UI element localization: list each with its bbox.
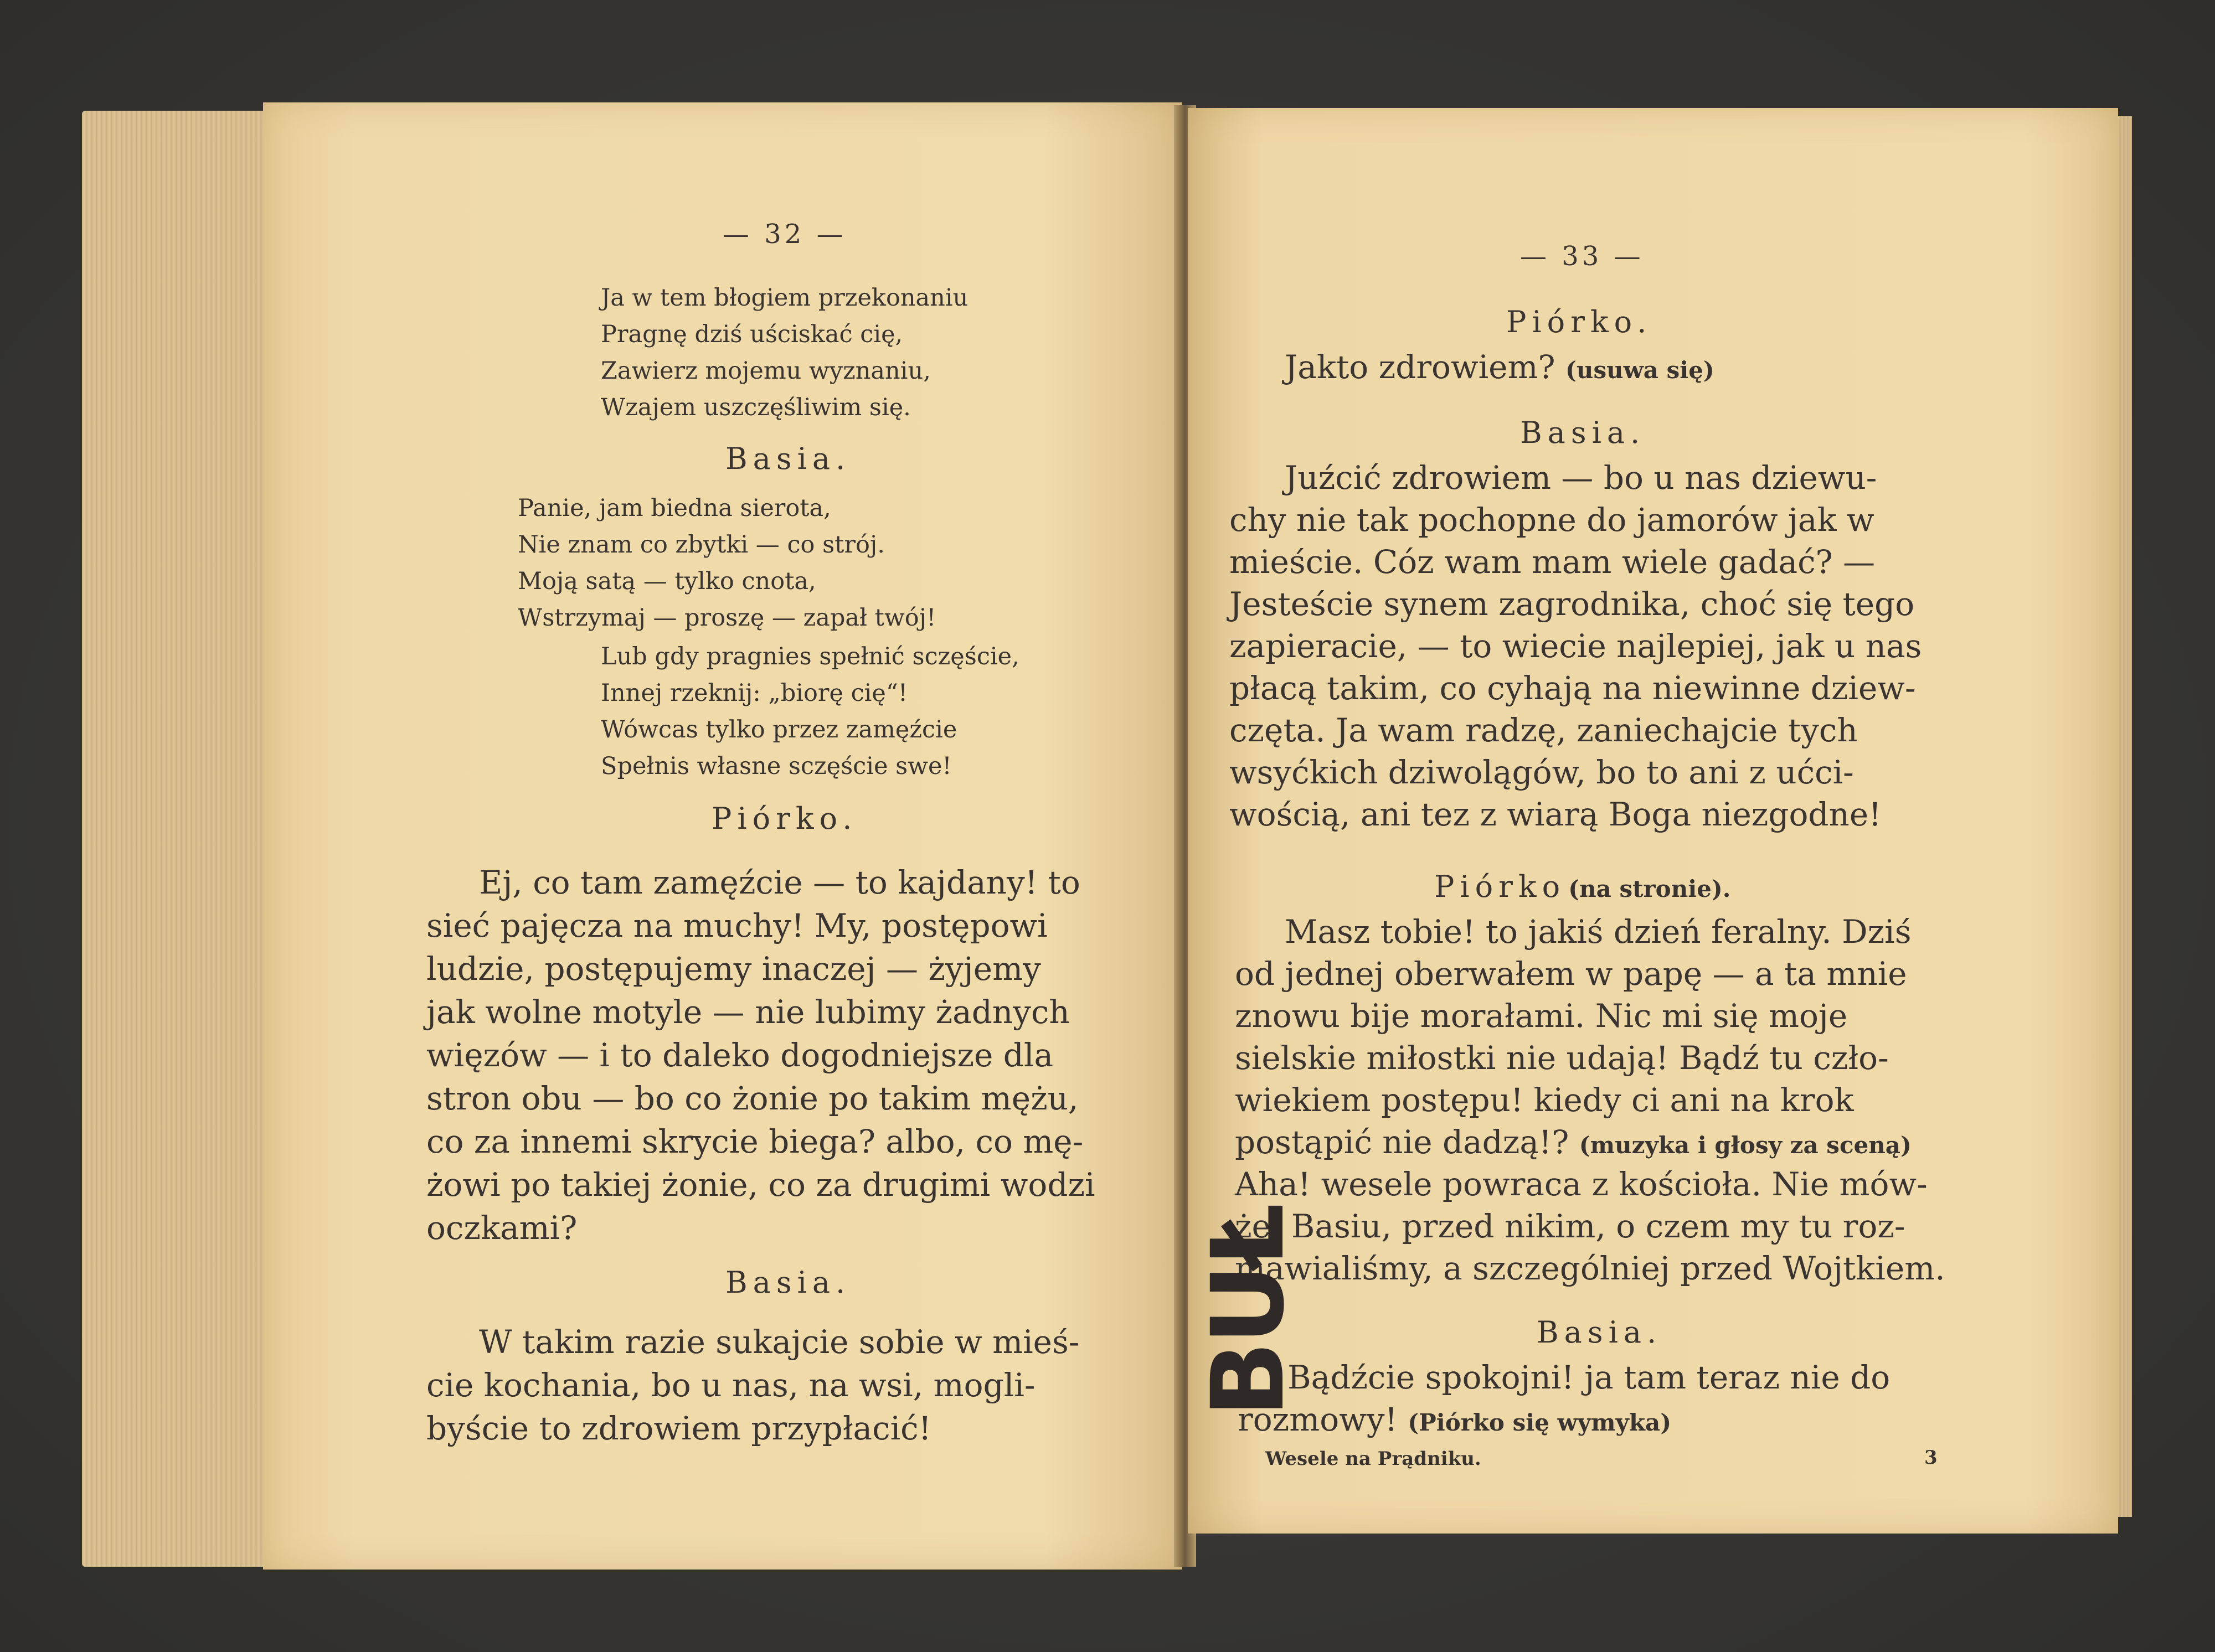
prose-line: cie kochania, bo u nas, na wsi, mogli- (426, 1366, 1036, 1404)
verse-line: Wstrzymaj — proszę — zapał twój! (518, 604, 936, 632)
prose-line: Juźcić zdrowiem — bo u nas dziewu- (1285, 459, 1877, 497)
prose-line: Masz tobie! to jakiś dzień feralny. Dziś (1285, 913, 1912, 951)
prose-line: Aha! wesele powraca z kościoła. Nie mów- (1235, 1165, 1928, 1203)
stage-direction: (muzyka i głosy za sceną) (1579, 1132, 1912, 1159)
footer-title: Wesele na Prądniku. (1265, 1448, 1481, 1470)
prose-line: sielskie miłostki nie udają! Bądź tu czło- (1235, 1039, 1889, 1077)
prose-line: płacą takim, co cyhają na niewinne dziew- (1229, 669, 1916, 707)
prose-line: częta. Ja wam radzę, zaniechajcie tych (1229, 711, 1858, 749)
prose-line: jak wolne motyle — nie lubimy żadnych (426, 993, 1070, 1031)
speaker-basia: Basia. (725, 441, 851, 476)
prose-line: stron obu — bo co żonie po takim mężu, (426, 1080, 1079, 1117)
prose-line: zapieracie, — to wiecie najlepiej, jak u nas (1229, 627, 1922, 665)
left-page-edges (82, 111, 265, 1567)
right-page (1188, 108, 2118, 1534)
line-text: Jakto zdrowiem? (1285, 348, 1555, 386)
verse-line: Panie, jam biedna sierota, (518, 494, 831, 522)
verse-line: Ja w tem błogiem przekonaniu (601, 284, 969, 312)
prose-line: chy nie tak pochopne do jamorów jak w (1229, 501, 1874, 539)
verse-line: Innej rzeknij: „biorę cię“! (601, 679, 908, 707)
left-page (263, 102, 1182, 1570)
verse-line: Moją satą — tylko cnota, (518, 567, 816, 595)
prose-line: mieście. Cóz wam mam wiele gadać? — (1229, 543, 1876, 581)
prose-line: wsyćkich dziwolągów, bo to ani z ućci- (1229, 753, 1854, 791)
library-stamp: BUŁ (1191, 1206, 1306, 1417)
verse-line: Nie znam co zbytki — co strój. (518, 531, 885, 559)
speaker-basia: Basia. (725, 1265, 851, 1300)
speaker-basia: Basia. (1537, 1315, 1662, 1350)
prose-line: sieć pajęcza na muchy! My, postępowi (426, 907, 1048, 944)
verse-line: Spełnis własne sczęście swe! (601, 752, 952, 780)
prose-line: od jednej oberwałem w papę — a ta mnie (1235, 955, 1907, 993)
prose-line: więzów — i to daleko dogodniejsze dla (426, 1036, 1054, 1074)
prose-line: W takim razie sukajcie sobie w mieś- (479, 1323, 1080, 1361)
verse-line: Zawierz mojemu wyznaniu, (601, 357, 931, 385)
signature-mark: 3 (1924, 1447, 1938, 1469)
prose-line: ludzie, postępujemy inaczej — żyjemy (426, 950, 1041, 988)
prose-line: mawialiśmy, a szczególniej przed Wojtkiem. (1235, 1250, 1945, 1287)
speaker-piorko: Piórko. (712, 801, 858, 836)
verse-line: Lub gdy pragnies spełnić sczęście, (601, 643, 1019, 670)
stage-direction: (Piórko się wymyka) (1408, 1409, 1672, 1436)
prose-line: wością, ani tez z wiarą Boga niezgodne! (1229, 796, 1882, 833)
verse-line: Wzajem uszczęśliwim się. (601, 394, 911, 421)
line-text: rozmowy! (1238, 1401, 1398, 1438)
prose-line: znowu bije morałami. Nic mi się moje (1235, 997, 1848, 1035)
prose-line: że, Basiu, przed nikim, o czem my tu roz- (1235, 1207, 1905, 1245)
prose-line: co za innemi skrycie biega? albo, co mę- (426, 1123, 1084, 1160)
speaker-basia: Basia. (1520, 415, 1646, 450)
prose-line: Bądźcie spokojni! ja tam teraz nie do (1287, 1359, 1891, 1396)
page-number-right: — 33 — (1520, 241, 1644, 272)
prose-line: wiekiem postępu! kiedy ci ani na krok (1235, 1081, 1854, 1119)
stage-direction: (na stronie). (1568, 875, 1731, 902)
prose-line: Ej, co tam zamęźcie — to kajdany! to (479, 864, 1080, 901)
speaker-piorko: Piórko (1434, 869, 1566, 904)
prose-line: Jesteście synem zagrodnika, choć się tego (1229, 585, 1915, 623)
prose-line (1285, 346, 1714, 391)
speaker-piorko: Piórko. (1506, 304, 1652, 339)
prose-line: oczkami? (426, 1209, 578, 1247)
page-number-left: — 32 — (723, 219, 847, 250)
prose-line: byście to zdrowiem przypłacić! (426, 1410, 931, 1447)
prose-line (1235, 1121, 1912, 1166)
verse-line: Pragnę dziś uściskać cię, (601, 321, 903, 348)
line-text: postąpić nie dadzą!? (1235, 1123, 1569, 1161)
prose-line: żowi po takiej żonie, co za drugimi wodzi (426, 1166, 1095, 1204)
stage-direction: (usuwa się) (1565, 357, 1714, 384)
verse-line: Wówcas tylko przez zamęźcie (601, 716, 957, 744)
speaker-with-direction (1434, 869, 1730, 904)
